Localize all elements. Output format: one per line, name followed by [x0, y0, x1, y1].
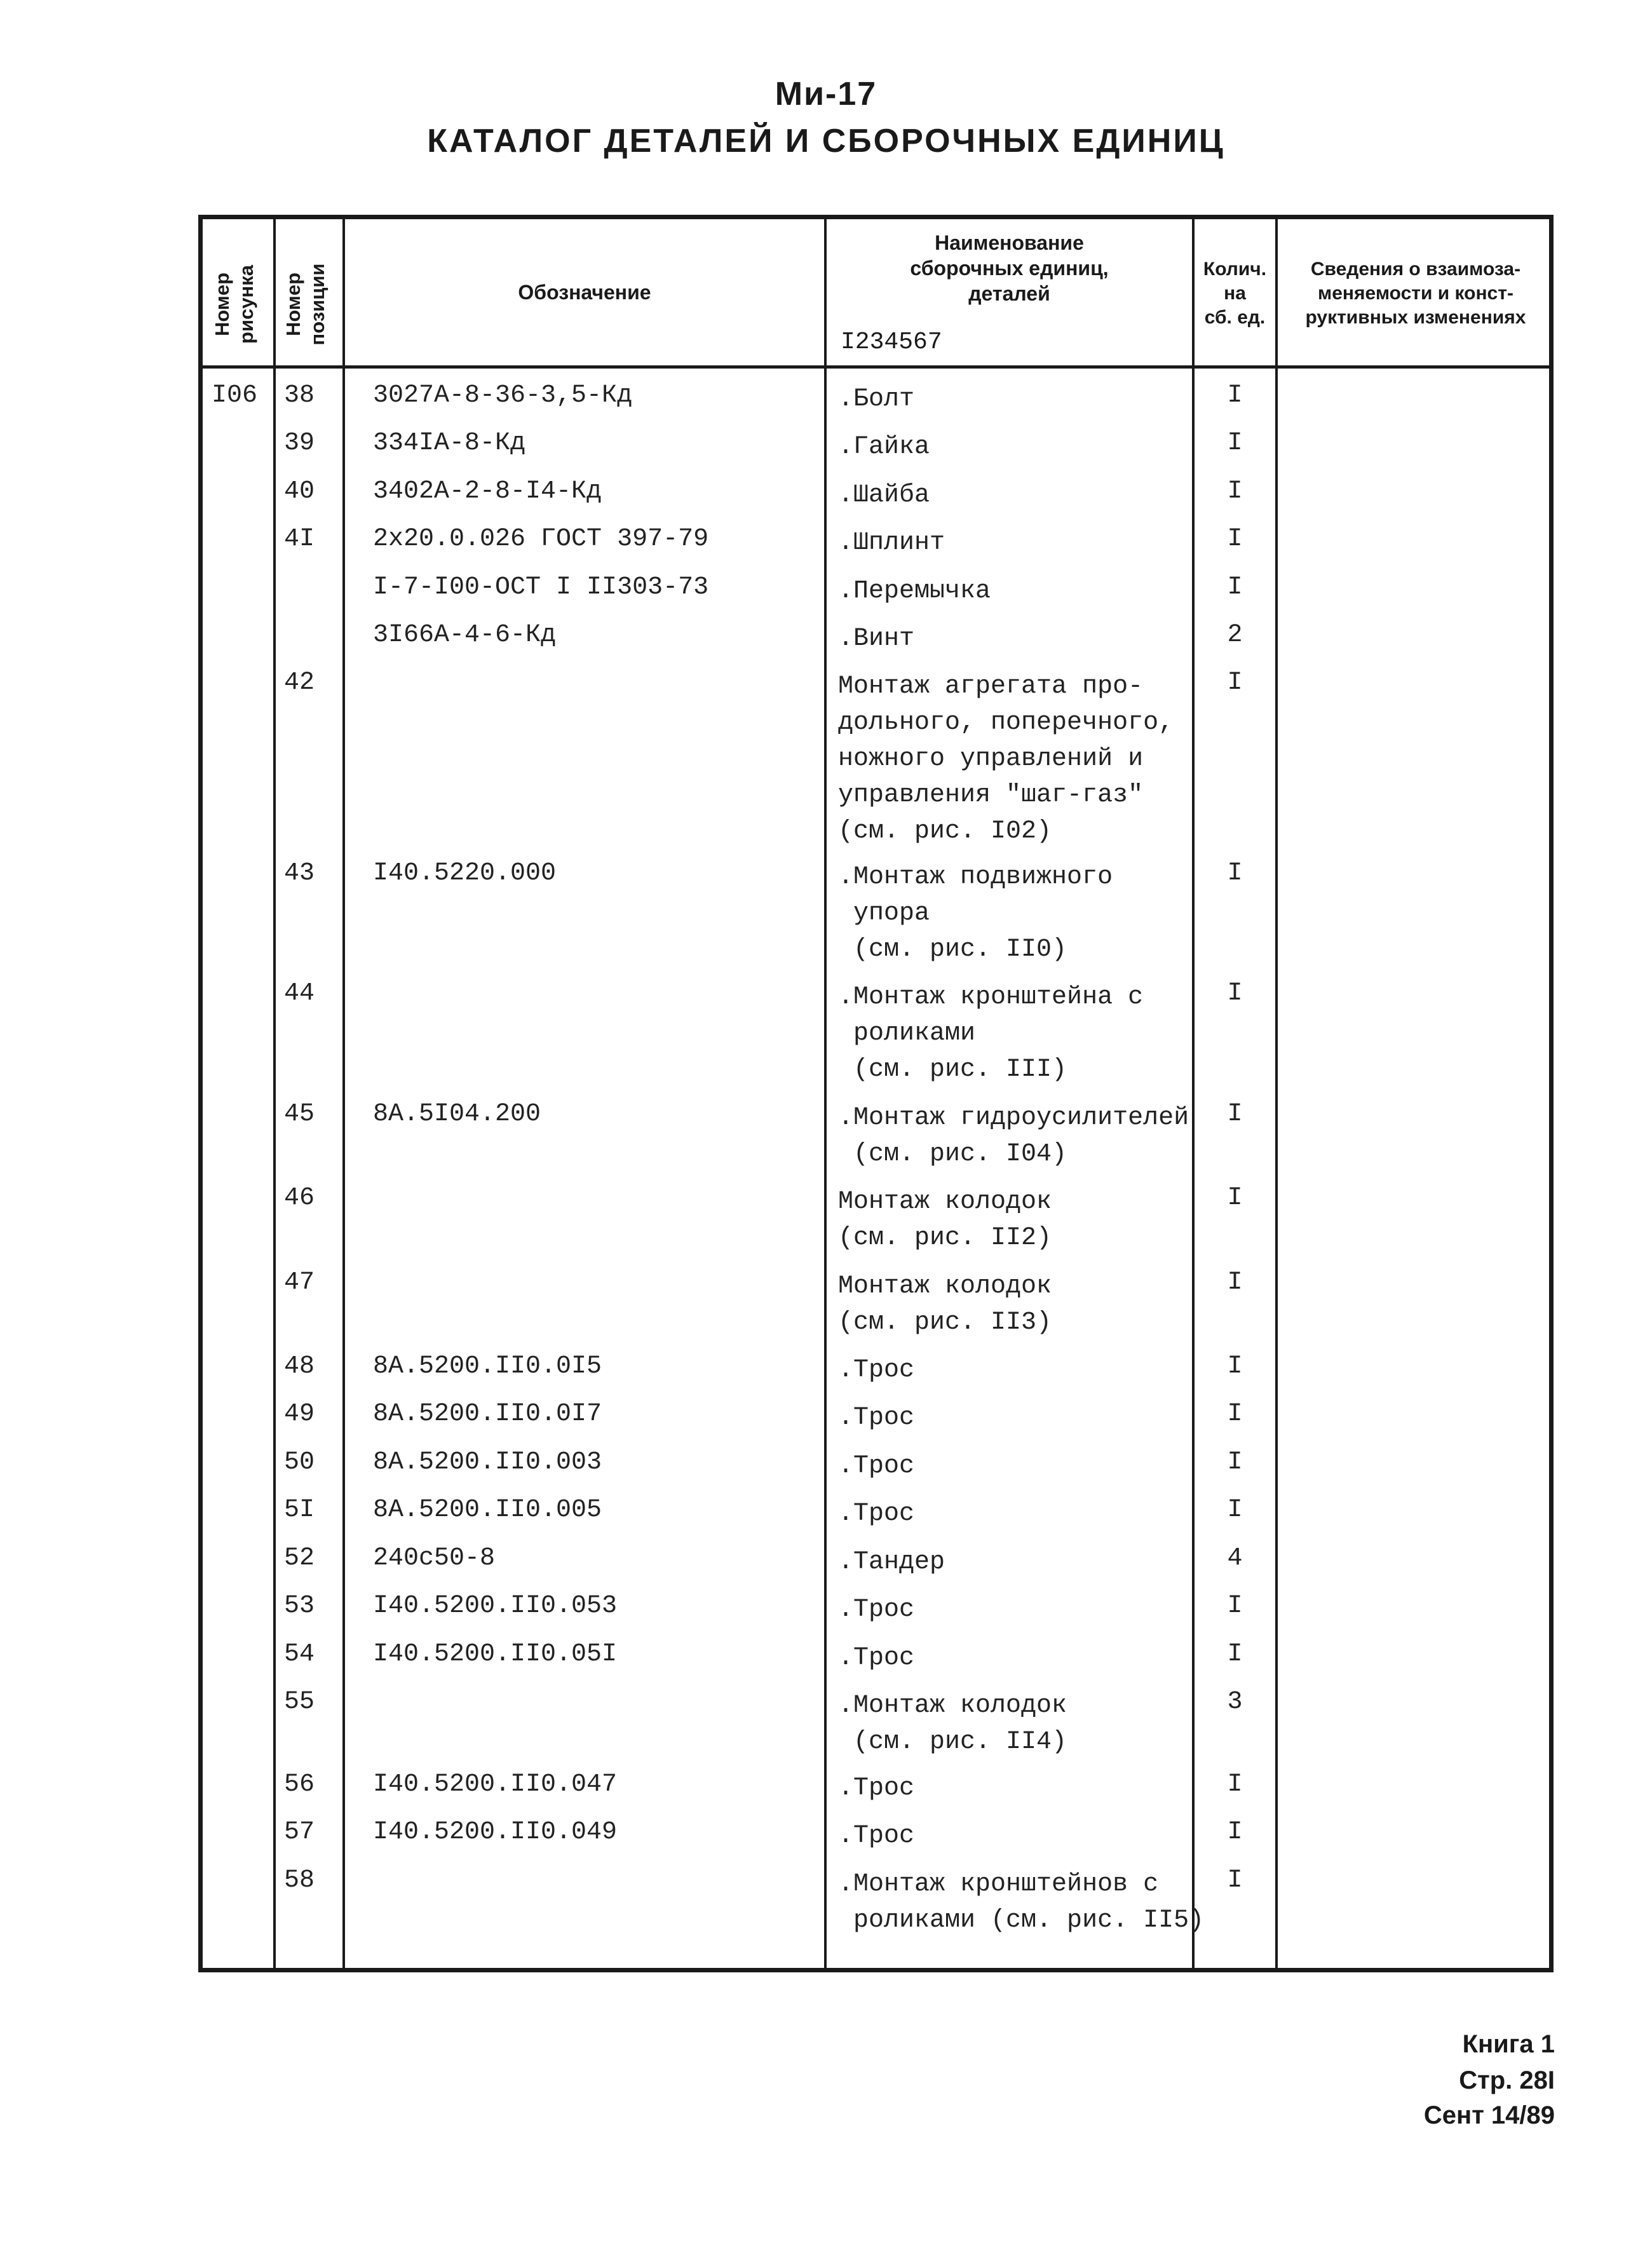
page-number: Стр. 28I [1459, 2066, 1555, 2094]
col-divider [342, 219, 345, 1968]
designation: 3402А-2-8-I4-Кд [373, 477, 602, 506]
part-name: .Монтаж кронштейнов с роликами (см. рис. II5) [838, 1870, 1205, 1935]
designation: 240с50-8 [373, 1544, 496, 1573]
part-name: .Монтаж подвижного упора (см. рис. II0) [838, 863, 1113, 964]
quantity: I [1227, 1400, 1243, 1428]
position-number: 52 [284, 1544, 315, 1573]
quantity-header: Колич. на сб. ед. [1203, 259, 1267, 328]
figure-number-header: Номер рисунка [211, 265, 257, 344]
part-name: .Трос [838, 1822, 915, 1850]
quantity: I [1227, 429, 1243, 458]
part-name: .Трос [838, 1356, 915, 1385]
designation-header: Обозначение [518, 281, 651, 304]
position-number: 55 [284, 1688, 315, 1716]
designation: 8А.5200.II0.0I5 [373, 1352, 602, 1381]
quantity: I [1227, 1184, 1243, 1212]
catalog-title: КАТАЛОГ ДЕТАЛЕЙ И СБОРОЧНЫХ ЕДИНИЦ [427, 123, 1225, 159]
part-name: .Трос [838, 1774, 915, 1803]
quantity: 3 [1227, 1688, 1243, 1716]
part-name: .Болт [838, 385, 915, 414]
part-name: .Трос [838, 1644, 915, 1672]
position-number: 50 [284, 1448, 315, 1477]
part-name: .Монтаж гидроусилителей (см. рис. I04) [838, 1104, 1189, 1169]
designation: I40.5220.000 [373, 859, 557, 888]
position-number: 48 [284, 1352, 315, 1381]
quantity: I [1227, 1496, 1243, 1524]
quantity: I [1227, 1448, 1243, 1477]
position-number: 47 [284, 1268, 315, 1297]
part-name: .Трос [838, 1404, 915, 1432]
designation: I40.5200.II0.047 [373, 1770, 618, 1799]
position-number: 45 [284, 1100, 315, 1129]
header-divider [203, 365, 1549, 369]
position-number: 40 [284, 477, 315, 506]
designation: 8А.5200.II0.005 [373, 1496, 602, 1524]
part-name: .Монтаж колодок (см. рис. II4) [838, 1691, 1067, 1756]
quantity: I [1227, 1770, 1243, 1799]
quantity: I [1227, 979, 1243, 1008]
aircraft-title: Ми-17 [775, 76, 877, 112]
position-number: 4I [284, 525, 315, 553]
quantity: I [1227, 1352, 1243, 1381]
quantity: I [1227, 573, 1243, 602]
designation: 2х20.0.026 ГОСТ 397-79 [373, 525, 709, 553]
part-name: .Трос [838, 1596, 915, 1624]
designation: 3027А-8-36-3,5-Кд [373, 381, 633, 410]
col-divider [824, 219, 827, 1968]
position-number: 38 [284, 381, 315, 410]
position-number-header: Номер позиции [282, 263, 328, 346]
quantity: 4 [1227, 1544, 1243, 1573]
position-number: 43 [284, 859, 315, 888]
position-number: 56 [284, 1770, 315, 1799]
position-number: 53 [284, 1592, 315, 1620]
quantity: 2 [1227, 621, 1243, 649]
book-label: Книга 1 [1462, 2030, 1555, 2058]
part-name: Монтаж колодок (см. рис. II2) [838, 1188, 1052, 1252]
position-number: 39 [284, 429, 315, 458]
quantity: I [1227, 668, 1243, 697]
figure-number: I06 [212, 381, 258, 410]
position-number: 44 [284, 979, 315, 1008]
quantity: I [1227, 1818, 1243, 1847]
parts-table [198, 215, 1554, 1972]
quantity: I [1227, 1640, 1243, 1669]
designation: 334IА-8-Кд [373, 429, 526, 458]
designation: I40.5200.II0.05I [373, 1640, 618, 1669]
designation: 3I66А-4-6-Кд [373, 621, 557, 649]
designation: 8А.5200.II0.003 [373, 1448, 602, 1477]
quantity: I [1227, 477, 1243, 506]
part-name: .Тандер [838, 1548, 945, 1576]
designation: 8А.5200.II0.0I7 [373, 1400, 602, 1428]
designation: I40.5200.II0.053 [373, 1592, 618, 1620]
part-name: .Перемычка [838, 577, 991, 606]
part-name: .Шайба [838, 481, 930, 510]
revision-date: Сент 14/89 [1423, 2101, 1555, 2129]
part-name: .Гайка [838, 433, 930, 461]
part-name: .Трос [838, 1500, 915, 1528]
name-header-digits: I234567 [841, 329, 942, 356]
designation: I40.5200.II0.049 [373, 1818, 618, 1847]
position-number: 42 [284, 668, 315, 697]
position-number: 46 [284, 1184, 315, 1212]
quantity: I [1227, 381, 1243, 410]
interchangeability-header: Сведения о взаимоза- меняемости и конст- руктивных изменениях [1305, 259, 1526, 328]
part-name: Монтаж агрегата про- дольного, поперечного, ножного управлений и управления "шаг-газ" (см. рис. I02) [838, 672, 1174, 846]
part-name: .Монтаж кронштейна с роликами (см. рис. III) [838, 983, 1144, 1084]
position-number: 58 [284, 1866, 315, 1895]
name-header: Наименование сборочных единиц, деталей [910, 231, 1109, 305]
designation: 8А.5I04.200 [373, 1100, 541, 1129]
quantity: I [1227, 1268, 1243, 1297]
designation: I-7-I00-ОСТ I II303-73 [373, 573, 709, 602]
col-divider [273, 219, 276, 1968]
part-name: .Винт [838, 625, 915, 653]
quantity: I [1227, 525, 1243, 553]
quantity: I [1227, 1866, 1243, 1895]
position-number: 54 [284, 1640, 315, 1669]
part-name: .Трос [838, 1452, 915, 1481]
position-number: 57 [284, 1818, 315, 1847]
col-divider [1275, 219, 1278, 1968]
part-name: .Шплинт [838, 529, 945, 557]
position-number: 49 [284, 1400, 315, 1428]
quantity: I [1227, 1100, 1243, 1129]
part-name: Монтаж колодок (см. рис. II3) [838, 1272, 1052, 1337]
quantity: I [1227, 859, 1243, 888]
position-number: 5I [284, 1496, 315, 1524]
quantity: I [1227, 1592, 1243, 1620]
